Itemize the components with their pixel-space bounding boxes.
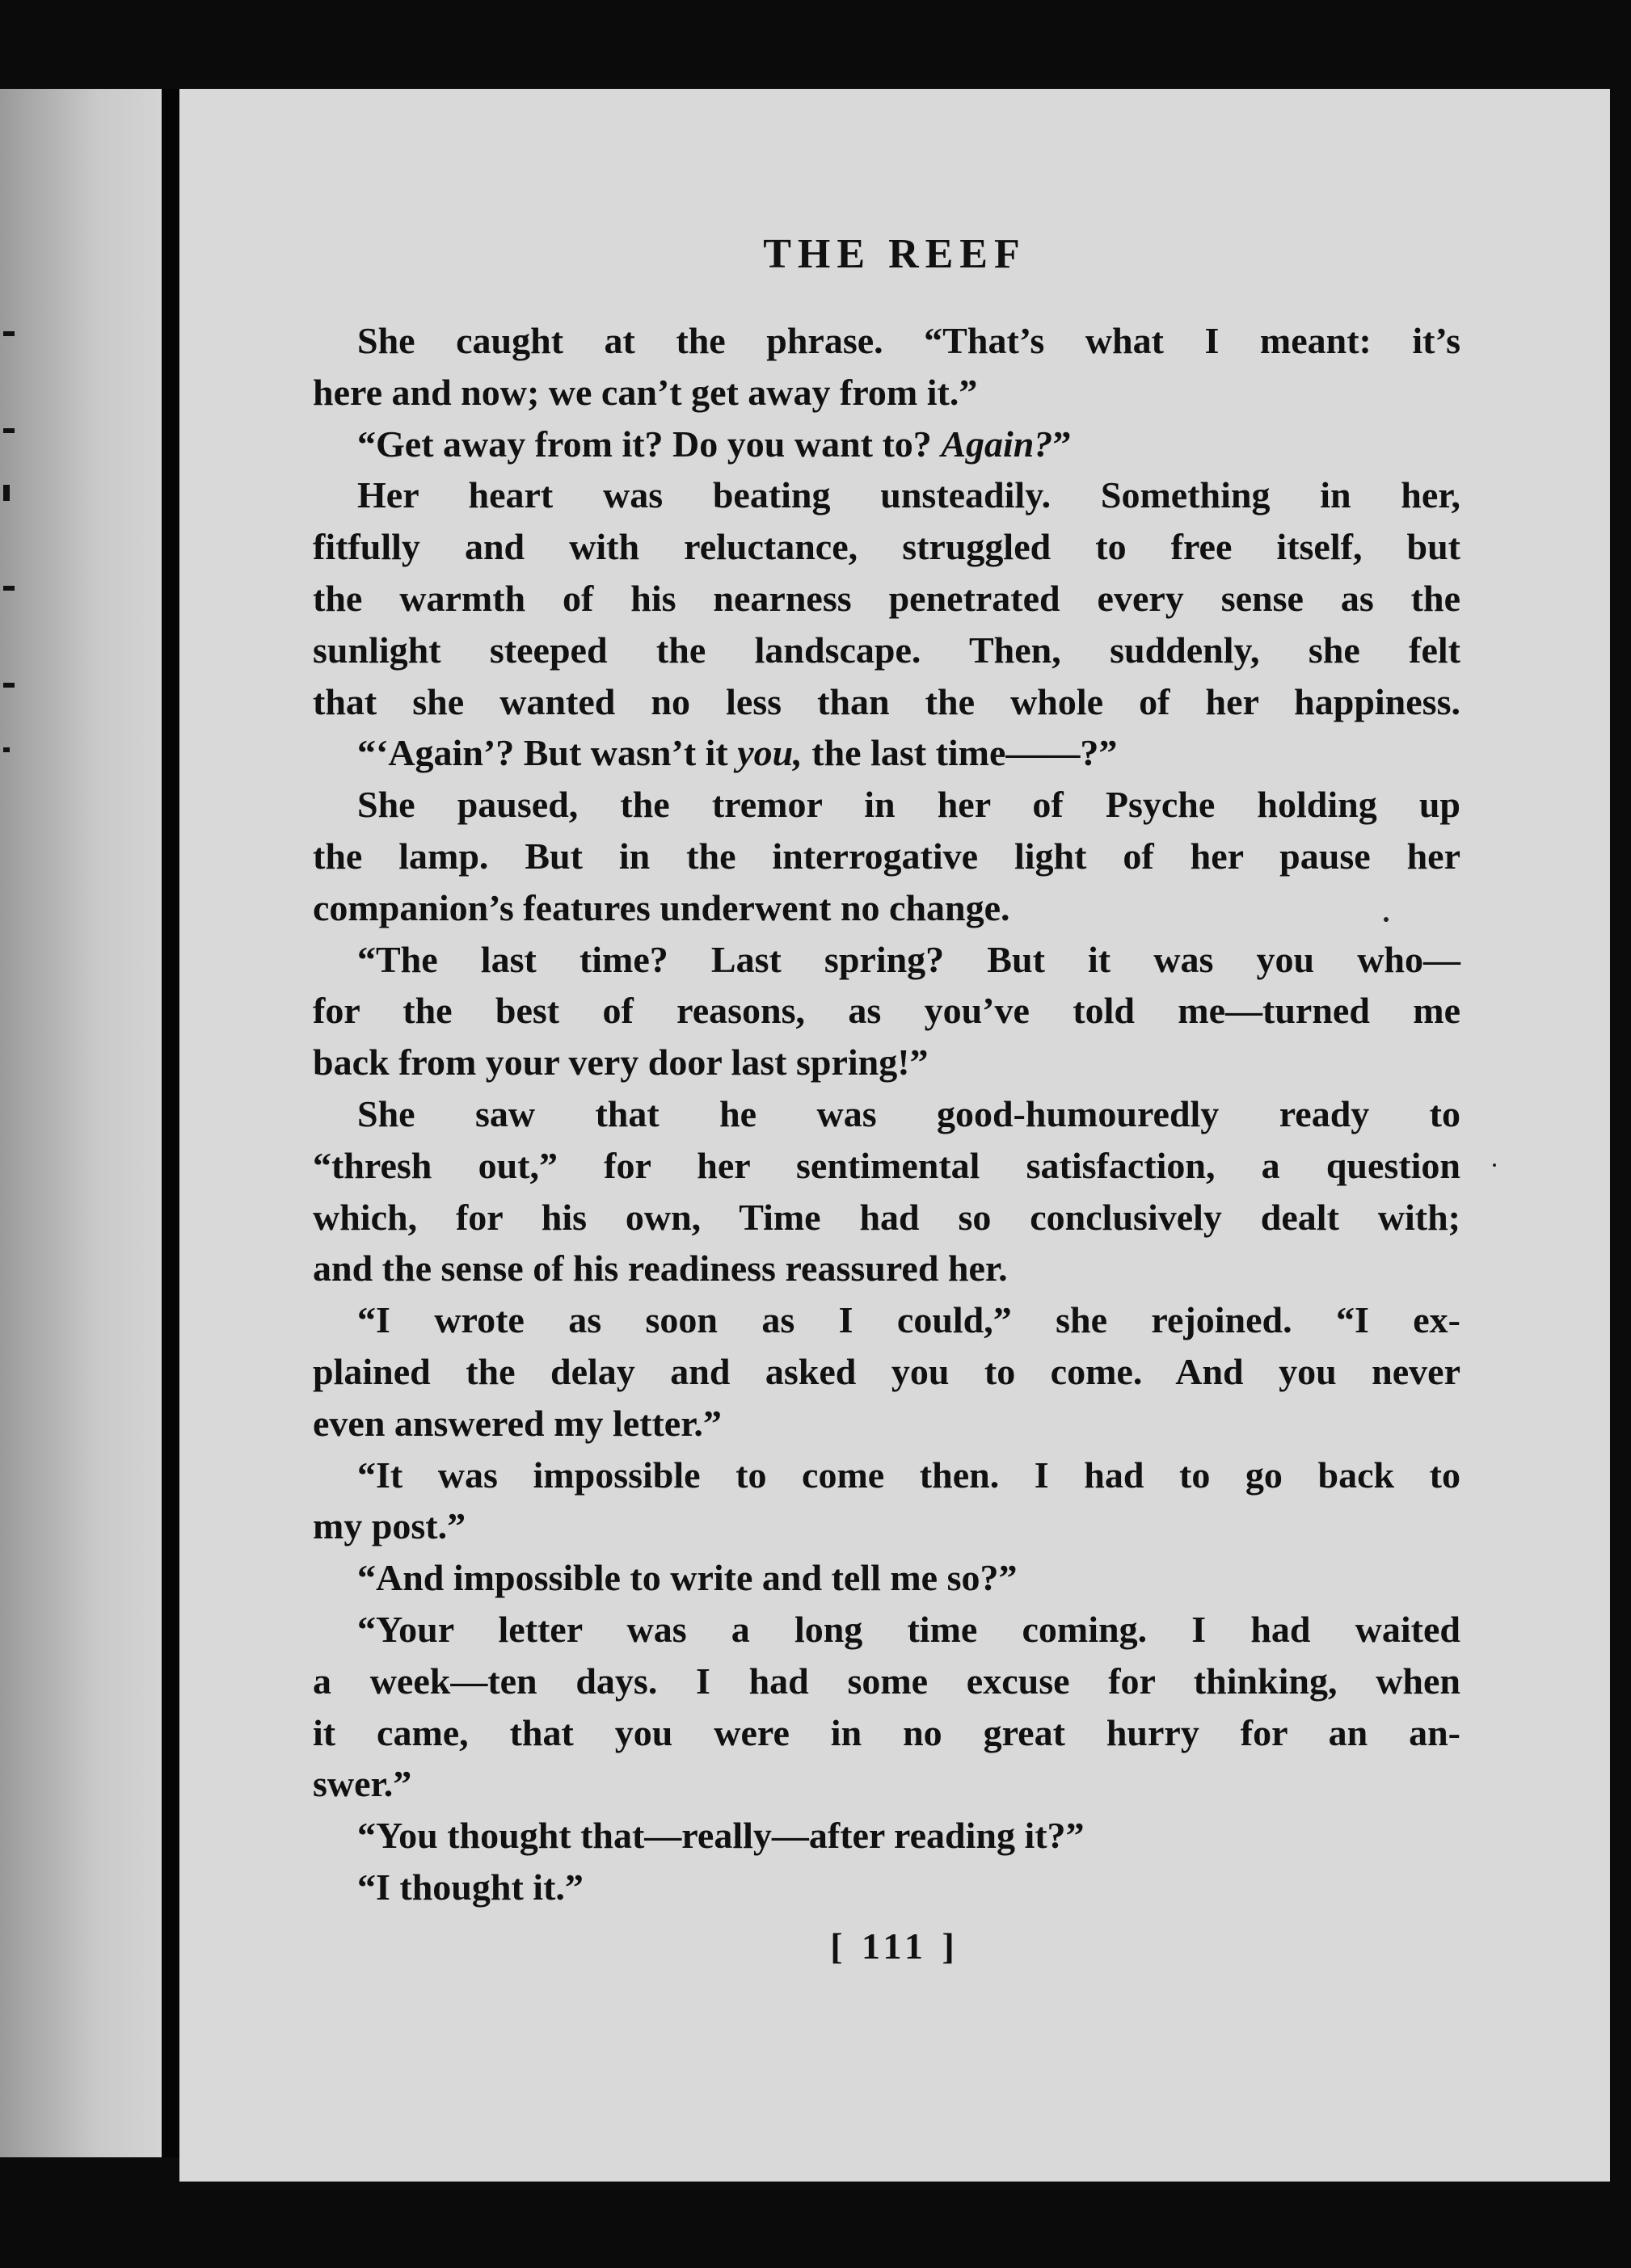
- text-line: sunlight steeped the landscape. Then, suddenly, she felt: [313, 629, 1460, 671]
- text-line: the lamp. But in the interrogative light of her pause her: [313, 835, 1460, 877]
- text-line: “I wrote as soon as I could,” she rejoined. “I ex-: [357, 1299, 1460, 1341]
- running-head: THE REEF: [763, 231, 1026, 277]
- text-line: “Your letter was a long time coming. I had waited: [357, 1608, 1460, 1650]
- left-page-fragment: [3, 586, 15, 591]
- text-line: She caught at the phrase. “That’s what I meant: it’s: [357, 320, 1460, 361]
- text-line: Her heart was beating unsteadily. Something in her,: [357, 474, 1460, 516]
- speck: [1493, 1163, 1496, 1167]
- text-line: “And impossible to write and tell me so?”: [357, 1557, 1018, 1599]
- book-page: [179, 89, 1610, 2182]
- text-line: She saw that he was good-humouredly ready to: [357, 1092, 1460, 1134]
- text-line: fitfully and with reluctance, struggled to free itself, but: [313, 526, 1460, 568]
- body-text: [313, 315, 1460, 1913]
- page-number: [ 111 ]: [830, 1925, 959, 1967]
- text-line: “The last time? Last spring? But it was you who—: [357, 938, 1460, 980]
- book-gutter: [162, 89, 179, 2157]
- speck: [1384, 917, 1389, 922]
- text-line: a week—ten days. I had some excuse for thinking, when: [313, 1660, 1460, 1702]
- text-line: it came, that you were in no great hurry for an an-: [313, 1711, 1460, 1753]
- left-page-fragment: [3, 331, 15, 336]
- text-line: that she wanted no less than the whole of her happiness.: [313, 680, 1460, 722]
- left-page-fragment: [3, 428, 15, 433]
- text-line: plained the delay and asked you to come. And you never: [313, 1350, 1460, 1392]
- text-line: which, for his own, Time had so conclusively dealt with;: [313, 1196, 1460, 1238]
- left-page-fragment: [3, 747, 10, 752]
- text-line: for the best of reasons, as you’ve told me—turned me: [313, 990, 1460, 1032]
- text-line: She paused, the tremor in her of Psyche holding up: [357, 784, 1460, 826]
- text-line: “thresh out,” for her sentimental satisfaction, a question: [313, 1144, 1460, 1186]
- text-line: even answered my letter.”: [313, 1402, 722, 1444]
- text-line: “‘Again’? But wasn’t it you, the last time——?”: [357, 732, 1118, 774]
- text-line: the warmth of his nearness penetrated every sense as the: [313, 577, 1460, 619]
- text-line: here and now; we can’t get away from it.”: [313, 371, 978, 413]
- text-line: “Get away from it? Do you want to? Again?”: [357, 423, 1072, 465]
- text-line: swer.”: [313, 1763, 412, 1805]
- left-page-edge: [0, 89, 162, 2157]
- text-line: my post.”: [313, 1505, 466, 1547]
- left-page-fragment: [3, 485, 10, 501]
- text-line: “It was impossible to come then. I had to go back to: [357, 1454, 1460, 1496]
- text-line: back from your very door last spring!”: [313, 1041, 929, 1084]
- text-line: “I thought it.”: [357, 1866, 584, 1908]
- text-line: “You thought that—really—after reading it?”: [357, 1815, 1085, 1857]
- text-line: and the sense of his readiness reassured her.: [313, 1248, 1008, 1290]
- left-page-fragment: [3, 683, 15, 688]
- text-line: companion’s features underwent no change.: [313, 886, 1010, 928]
